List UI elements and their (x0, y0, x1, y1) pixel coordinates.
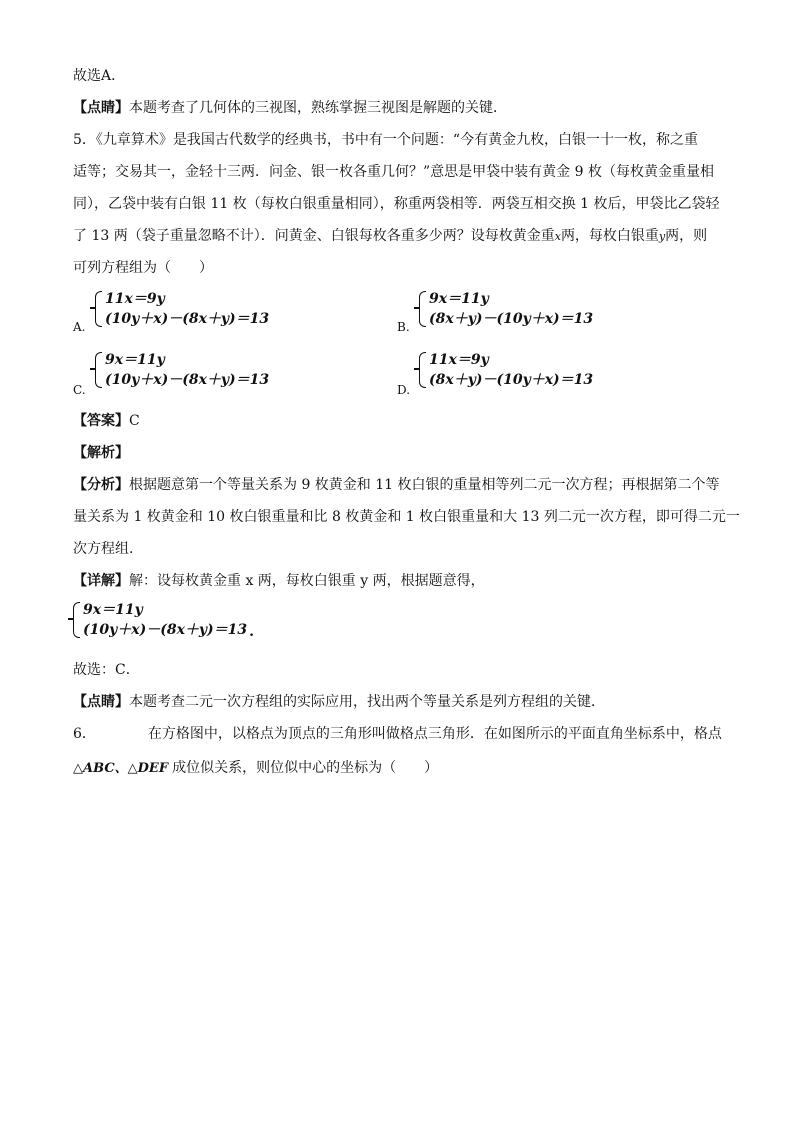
comment-text: 本题考查了几何体的三视图，熟练掌握三视图是解题的关键． (129, 100, 507, 116)
option-a-eq2: (10y＋x)－(8x＋y)＝13 (105, 311, 270, 327)
var-x: x (554, 230, 561, 243)
analysis-heading: 【解析】 (73, 445, 129, 461)
fenxi-line-1: 【分析】根据题意第一个等量关系为 9 枚黄金和 11 枚白银的重量相等列二元一次方程；再根据第二个等 (73, 477, 720, 493)
option-d-eq1: 11x＝9y (429, 352, 489, 368)
option-a-equation-system (95, 289, 269, 329)
option-d-letter: D. (397, 383, 411, 397)
option-a-eq1: 11x＝9y (105, 291, 165, 307)
detail-line: 【详解】解：设每枚黄金重 x 两，每枚白银重 y 两，根据题意得， (73, 573, 485, 589)
answer-line: 【答案】C (73, 413, 140, 429)
solution-eq1: 9x＝11y (83, 602, 143, 618)
brace (73, 602, 80, 638)
solution-eq2: (10y＋x)－(8x＋y)＝13 (83, 622, 248, 638)
triangle-labels: △ABC、△DEF (73, 761, 169, 776)
prev-conclusion: 故选A． (73, 68, 126, 84)
option-b-eq1: 9x＝11y (429, 291, 489, 307)
q6-number: 6． (73, 726, 96, 742)
fenxi-line-3: 次方程组． (73, 541, 143, 557)
q5-comment: 【点睛】本题考查二元一次方程组的实际应用，找出两个等量关系是列方程组的关键． (73, 694, 605, 710)
brace (95, 352, 102, 388)
q5-text-line-5: 可列方程组为（ ） (73, 260, 213, 276)
var-y: y (658, 230, 666, 243)
brace (419, 291, 426, 327)
q5-text-line-2: 适等；交易其一，金轻十三两．问金、银一枚各重几何？”意思是甲袋中装有黄金 9 枚（每枚黄金重量相 (73, 164, 714, 180)
q5-text-line-4: 了 13 两（袋子重量忽略不计）．问黄金、白银每枚各重多少两？设每枚黄金重x两，每枚白银重y两，则 (73, 228, 708, 244)
option-c-equation-system (95, 350, 269, 390)
prev-comment (73, 98, 723, 118)
option-c-letter: C. (73, 383, 86, 397)
option-b-eq2: (8x＋y)－(10y＋x)＝13 (429, 311, 594, 327)
option-b-letter: B. (397, 320, 410, 334)
option-b-equation-system (419, 289, 593, 329)
option-d-equation-system (419, 350, 593, 390)
q5-text-line-1: 5．《九章算术》是我国古代数学的经典书，书中有一个问题：“今有黄金九枚，白银一十一枚，称之重 (73, 132, 699, 148)
option-c-eq2: (10y＋x)－(8x＋y)＝13 (105, 372, 270, 388)
brace (95, 291, 102, 327)
solution-equation-system: 9x＝11y (10y＋x)－(8x＋y)＝13 . (73, 600, 254, 640)
brace (419, 352, 426, 388)
answer-value: C (129, 413, 140, 429)
option-a-letter: A. (73, 320, 86, 334)
fenxi-line-2: 量关系为 1 枚黄金和 10 枚白银重量和比 8 枚黄金和 1 枚白银重量和大 13 列二元一次方程，即可得二元一 (73, 509, 740, 525)
q5-conclusion: 故选：C． (73, 662, 140, 678)
q6-line-1: 6． 在方格图中，以格点为顶点的三角形叫做格点三角形．在如图所示的平面直角坐标系中，格点 (73, 726, 722, 742)
option-d-eq2: (8x＋y)－(10y＋x)＝13 (429, 372, 594, 388)
comment-tag: 【点睛】 (73, 100, 129, 116)
option-c-eq1: 9x＝11y (105, 352, 165, 368)
q5-text-line-3: 同），乙袋中装有白银 11 枚（每枚白银重量相同），称重两袋相等．两袋互相交换 1 枚后，甲袋比乙袋轻 (73, 196, 720, 212)
q6-line-2: △ABC、△DEF 成位似关系，则位似中心的坐标为（ ） (73, 760, 439, 776)
